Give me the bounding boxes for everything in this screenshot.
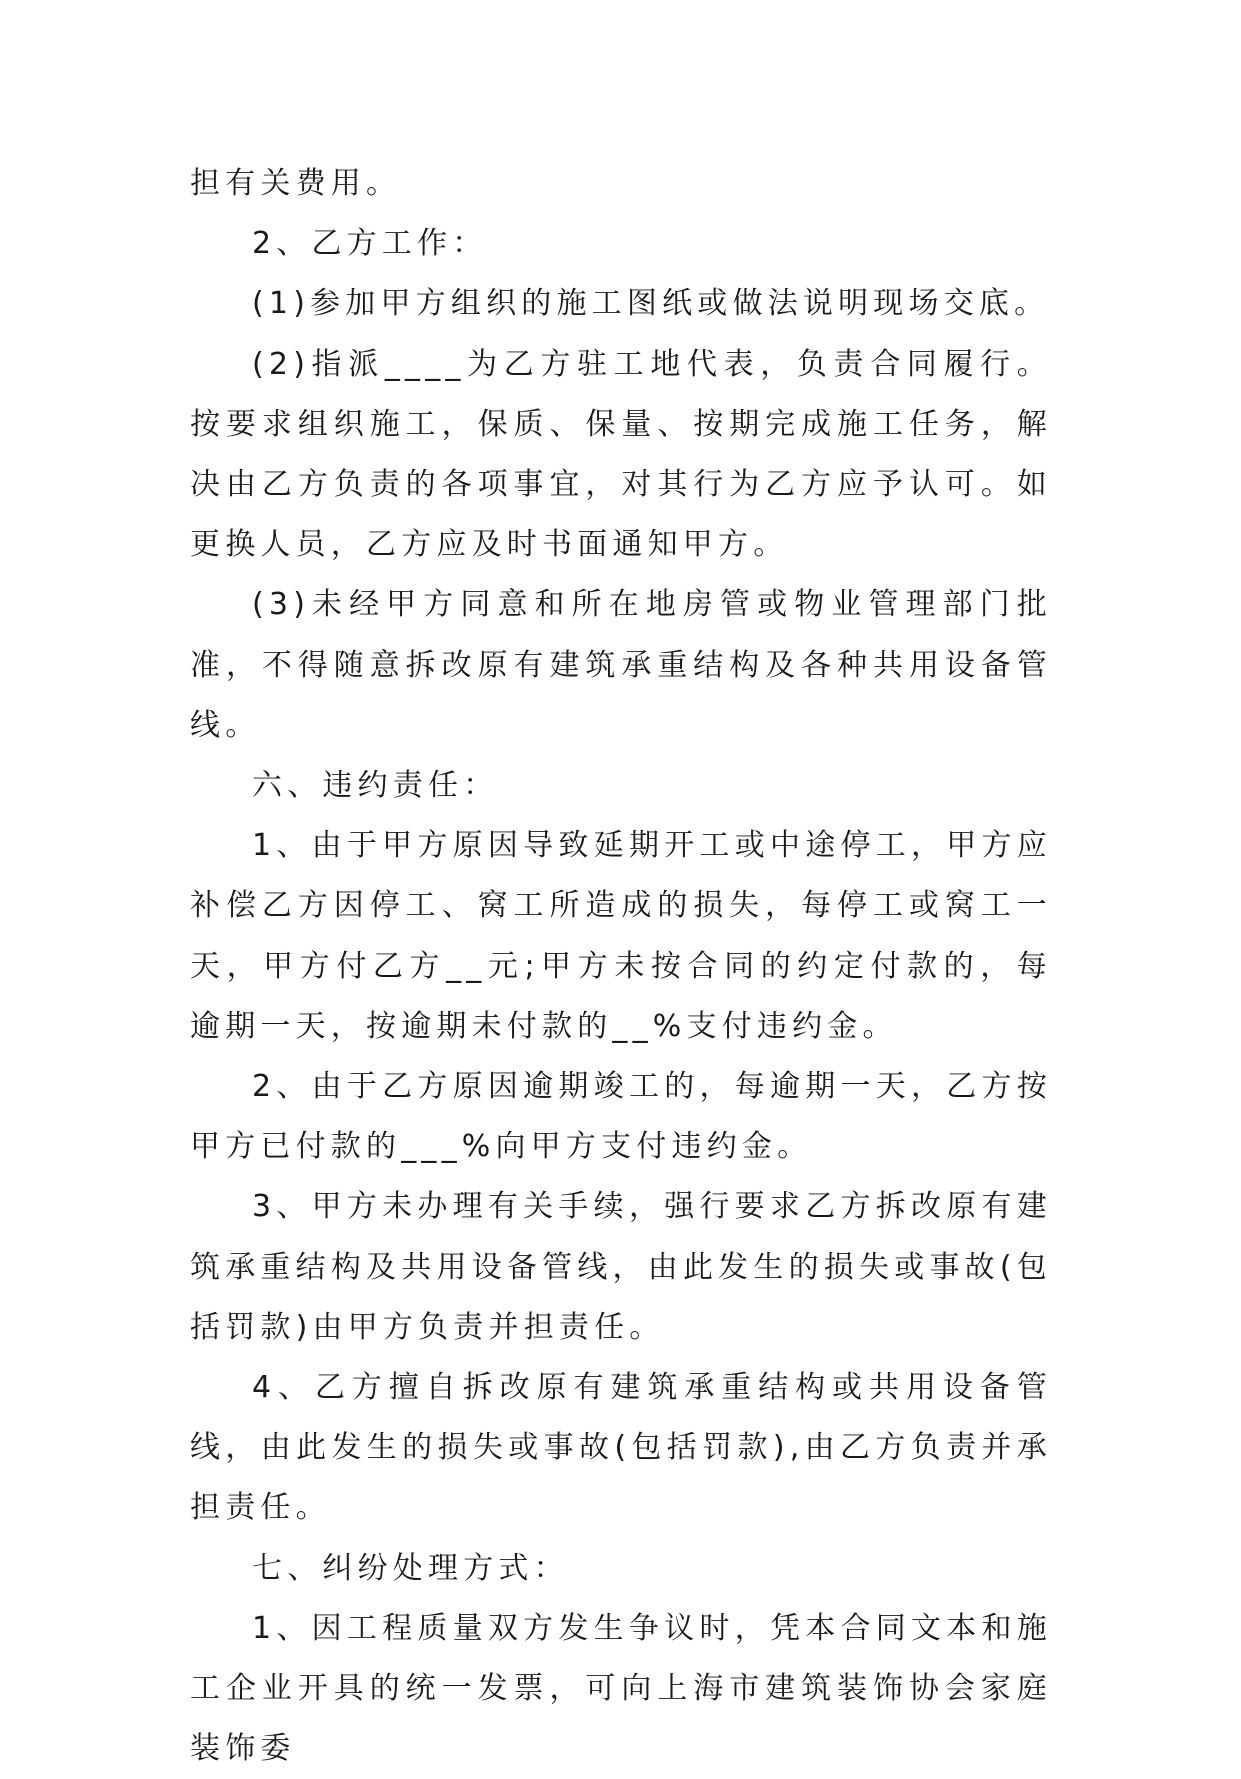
paragraph-party-b-work-heading: 2、乙方工作：	[252, 226, 488, 262]
paragraph-breach-item-3: 3、甲方未办理有关手续，强行要求乙方拆改原有建筑承重结构及共用设备管线，由此发生的损失或事故(包括罚款)由甲方负责并担责任。	[190, 1189, 1052, 1345]
section-heading-breach-liability: 六、违约责任：	[252, 768, 499, 804]
paragraph-breach-item-1: 1、由于甲方原因导致延期开工或中途停工，甲方应补偿乙方因停工、窝工所造成的损失，每停工或窝工一天，甲方付乙方__元;甲方未按合同的约定付款的，每逾期一天，按逾期未付款的__%支付违约金。	[190, 828, 1052, 1044]
section-heading-dispute-resolution: 七、纠纷处理方式：	[252, 1550, 569, 1586]
paragraph-cost-continuation: 担有关费用。	[190, 166, 402, 201]
paragraph-dispute-item-1: 1、因工程质量双方发生争议时，凭本合同文本和施工企业开具的统一发票，可向上海市建筑装饰协会家庭装饰委	[190, 1610, 1052, 1767]
paragraph-party-b-item-3: (3)未经甲方同意和所在地房管或物业管理部门批准，不得随意拆改原有建筑承重结构及各种共用设备管线。	[190, 587, 1052, 743]
paragraph-party-b-item-2: (2)指派____为乙方驻工地代表，负责合同履行。按要求组织施工，保质、保量、按期完成施工任务，解决由乙方负责的各项事宜，对其行为乙方应予认可。如更换人员，乙方应及时书面通知甲方。	[190, 346, 1052, 563]
document-body	[190, 154, 1052, 1779]
paragraph-party-b-item-1: (1)参加甲方组织的施工图纸或做法说明现场交底。	[252, 286, 1050, 322]
paragraph-breach-item-2: 2、由于乙方原因逾期竣工的，每逾期一天，乙方按甲方已付款的___%向甲方支付违约金。	[190, 1069, 1052, 1165]
paragraph-breach-item-4: 4、乙方擅自拆改原有建筑承重结构或共用设备管线，由此发生的损失或事故(包括罚款),由乙方负责并承担责任。	[190, 1370, 1052, 1526]
